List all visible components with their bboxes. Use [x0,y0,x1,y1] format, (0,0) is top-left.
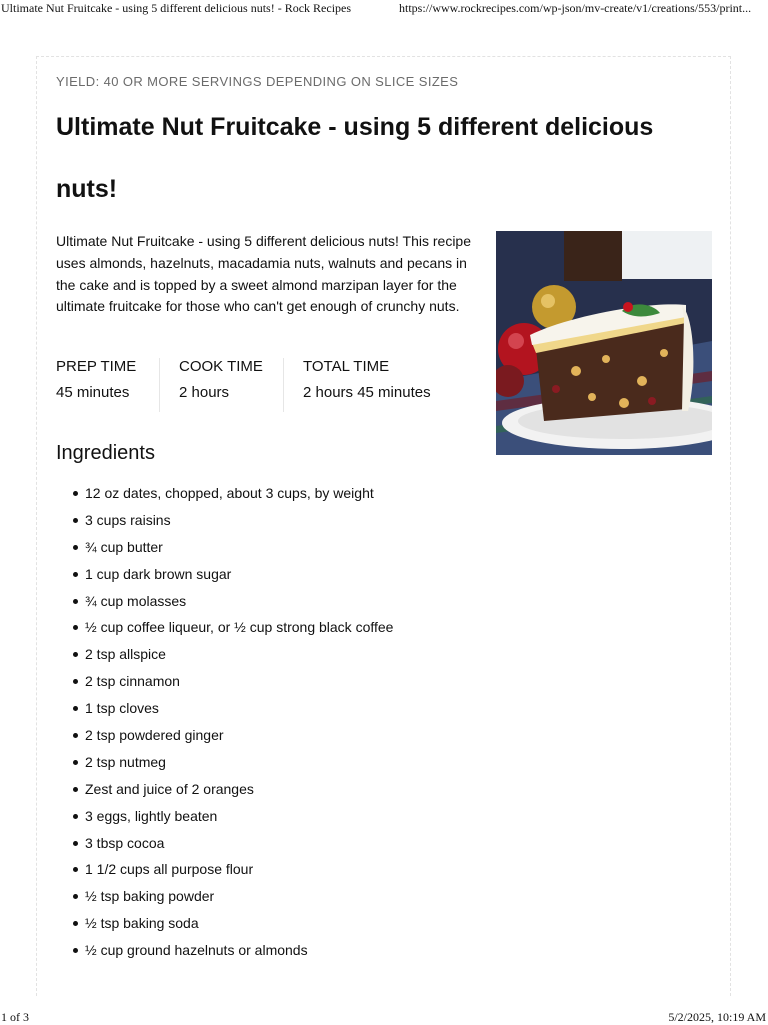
ingredient-item: 2 tsp nutmeg [56,749,393,776]
ingredient-item: 3 eggs, lightly beaten [56,803,393,830]
print-header [0,0,768,18]
ingredient-item: ½ tsp baking soda [56,910,393,937]
print-datetime: 5/2/2025, 10:19 AM [668,1010,766,1024]
ingredient-item: 3 tbsp cocoa [56,830,393,857]
recipe-summary: Ultimate Nut Fruitcake - using 5 different delicious nuts! This recipe uses almonds, hazelnuts, macadamia nuts, walnuts and pecans in the cake and is topped by a sweet almond marzipan layer for the ultimate fruitcake for those who can't get enough of crunchy nuts. [56,233,472,315]
print-page-url: https://www.rockrecipes.com/wp-json/mv-create/v1/creations/553/print... [399,1,752,15]
ingredient-item: 2 tsp powdered ginger [56,722,393,749]
total-time [284,358,431,412]
ingredient-item: 3 cups raisins [56,507,393,534]
ingredient-item: 1 cup dark brown sugar [56,561,393,588]
recipe-title: Ultimate Nut Fruitcake - using 5 different delicious nuts! [56,113,654,203]
ingredient-item: ½ cup ground hazelnuts or almonds [56,937,393,964]
print-page-number: 1 of 3 [1,1010,29,1024]
cook-time [160,358,284,412]
cook-time-label: COOK TIME [179,358,263,375]
ingredient-item: ¾ cup molasses [56,588,393,615]
total-time-label: TOTAL TIME [303,358,390,375]
ingredient-item: Zest and juice of 2 oranges [56,776,393,803]
ingredient-item: ¾ cup butter [56,534,393,561]
ingredient-item: 2 tsp cinnamon [56,668,393,695]
prep-time [56,358,160,412]
ingredient-item: 2 tsp allspice [56,641,393,668]
ingredient-item: ½ cup coffee liqueur, or ½ cup strong black coffee [56,614,393,641]
prep-time-label: PREP TIME [56,358,137,375]
print-footer [0,1010,768,1024]
print-page-title: Ultimate Nut Fruitcake - using 5 different delicious nuts! - Rock Recipes [1,1,352,15]
ingredient-item: ½ tsp baking powder [56,883,393,910]
recipe-yield: YIELD: 40 OR MORE SERVINGS DEPENDING ON SLICE SIZES [56,74,459,89]
ingredients-heading: Ingredients [56,442,155,464]
cook-time-value: 2 hours [179,384,230,401]
recipe-image [496,231,712,455]
ingredient-item: 1 tsp cloves [56,695,393,722]
ingredients-list [56,480,393,964]
recipe-times [56,358,431,412]
total-time-value: 2 hours 45 minutes [303,384,431,401]
ingredient-item: 12 oz dates, chopped, about 3 cups, by weight [56,480,393,507]
ingredient-item: 1 1/2 cups all purpose flour [56,856,393,883]
prep-time-value: 45 minutes [56,384,130,401]
